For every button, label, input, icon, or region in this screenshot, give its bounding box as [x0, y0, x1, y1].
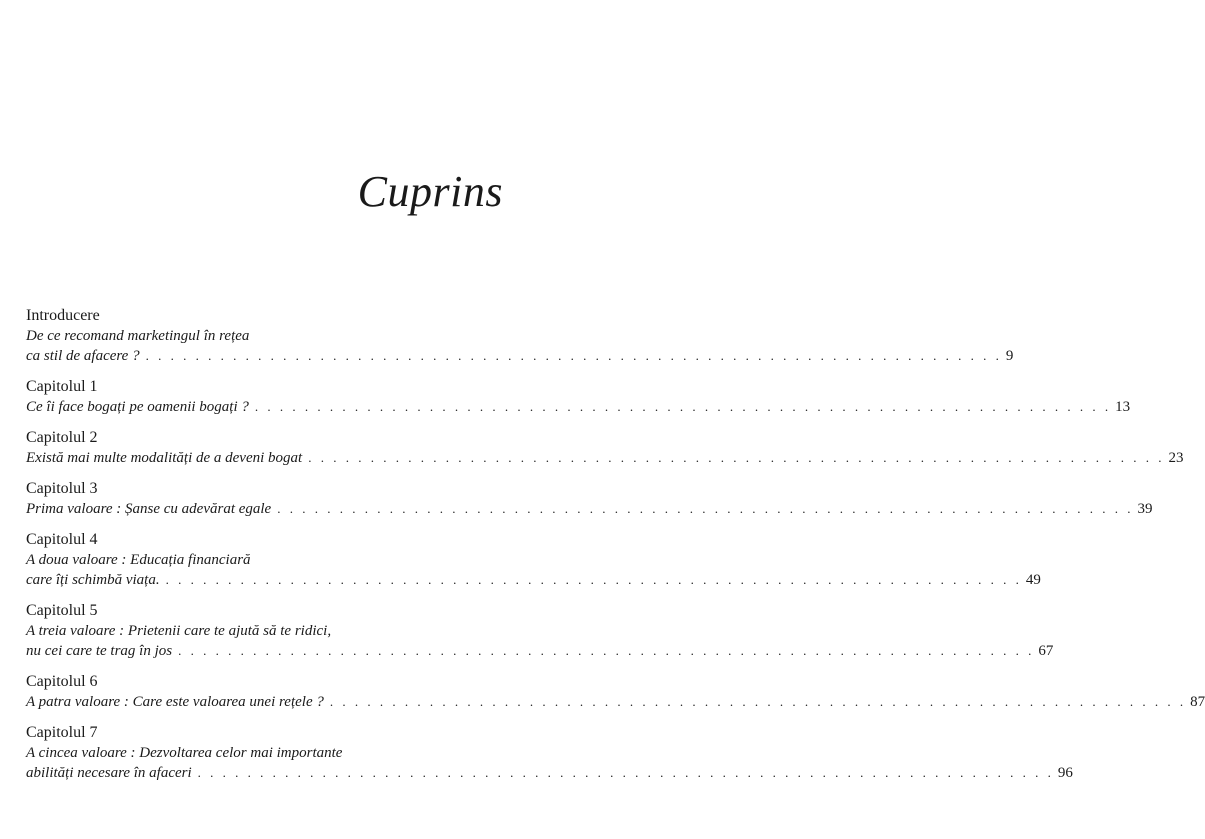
chapter-title-line: Prima valoare : Șanse cu adevărat egale [26, 501, 272, 517]
dot-leader: . . . . . . . . . . . . . . . . . . . . . . . . . . . . . . . . . . . . . . . . . . . . . . . . . . . . . . . . . . . . . . . . . . . . . [308, 450, 1165, 465]
toc-entry-capitolul-2[interactable] [26, 428, 1184, 468]
toc-entry-capitolul-6[interactable] [26, 672, 1205, 712]
page-number: 9 [1005, 348, 1014, 364]
chapter-title-line: care îți schimbă viața. [26, 572, 160, 588]
dot-leader: . . . . . . . . . . . . . . . . . . . . . . . . . . . . . . . . . . . . . . . . . . . . . . . . . . . . . . . . . . . . . . . . . . . . . [165, 572, 1022, 587]
toc-entry-capitolul-7[interactable] [26, 723, 1073, 783]
toc-entry-capitolul-5[interactable] [26, 601, 1054, 661]
page-title: Cuprins [357, 167, 503, 216]
chapter-title-line: A cincea valoare : Dezvoltarea celor mai importante [26, 745, 343, 761]
page-number: 67 [1038, 643, 1054, 659]
chapter-title-line: A treia valoare : Prietenii care te ajută să te ridici, [26, 623, 332, 639]
chapter-title-line: A patra valoare : Care este valoarea unei rețele ? [26, 694, 324, 710]
chapter-title-line: nu cei care te trag în jos [26, 643, 173, 659]
chapter-label: Capitolul 7 [26, 724, 98, 741]
chapter-title-line: abilități necesare în afaceri [26, 765, 192, 781]
chapter-title-line: De ce recomand marketingul în rețea [26, 328, 250, 344]
page-number: 96 [1057, 765, 1073, 781]
toc-entry-capitolul-3[interactable] [26, 479, 1153, 519]
chapter-title-line: A doua valoare : Educația financiară [26, 552, 251, 568]
table-of-contents [26, 306, 1205, 794]
chapter-label: Capitolul 1 [26, 378, 98, 395]
chapter-title-line: Ce îi face bogați pe oamenii bogați ? [26, 399, 249, 415]
dot-leader: . . . . . . . . . . . . . . . . . . . . . . . . . . . . . . . . . . . . . . . . . . . . . . . . . . . . . . . . . . . . . . . . . . . . . [197, 765, 1054, 780]
page-number: 13 [1115, 399, 1131, 415]
dot-leader: . . . . . . . . . . . . . . . . . . . . . . . . . . . . . . . . . . . . . . . . . . . . . . . . . . . . . . . . . . . . . . . . . . . . . [277, 501, 1134, 516]
chapter-label: Capitolul 5 [26, 602, 98, 619]
chapter-title-line: Există mai multe modalități de a deveni bogat [26, 450, 303, 466]
chapter-label: Capitolul 6 [26, 673, 98, 690]
toc-entry-capitolul-4[interactable] [26, 530, 1041, 590]
dot-leader: . . . . . . . . . . . . . . . . . . . . . . . . . . . . . . . . . . . . . . . . . . . . . . . . . . . . . . . . . . . . . . . . . . . . . [329, 694, 1187, 709]
page-number: 39 [1137, 501, 1153, 517]
page-number: 49 [1025, 572, 1041, 588]
chapter-label: Introducere [26, 307, 100, 324]
toc-entry-introducere[interactable] [26, 306, 1014, 366]
page-number: 23 [1168, 450, 1184, 466]
chapter-label: Capitolul 3 [26, 480, 98, 497]
dot-leader: . . . . . . . . . . . . . . . . . . . . . . . . . . . . . . . . . . . . . . . . . . . . . . . . . . . . . . . . . . . . . . . . . . . . . [254, 399, 1112, 414]
chapter-label: Capitolul 4 [26, 531, 98, 548]
dot-leader: . . . . . . . . . . . . . . . . . . . . . . . . . . . . . . . . . . . . . . . . . . . . . . . . . . . . . . . . . . . . . . . . . . . . . [145, 348, 1002, 363]
toc-entry-capitolul-1[interactable] [26, 377, 1131, 417]
page-number: 87 [1190, 694, 1205, 710]
chapter-label: Capitolul 2 [26, 429, 98, 446]
chapter-title-line: ca stil de afacere ? [26, 348, 140, 364]
dot-leader: . . . . . . . . . . . . . . . . . . . . . . . . . . . . . . . . . . . . . . . . . . . . . . . . . . . . . . . . . . . . . . . . . . . . . [178, 643, 1035, 658]
